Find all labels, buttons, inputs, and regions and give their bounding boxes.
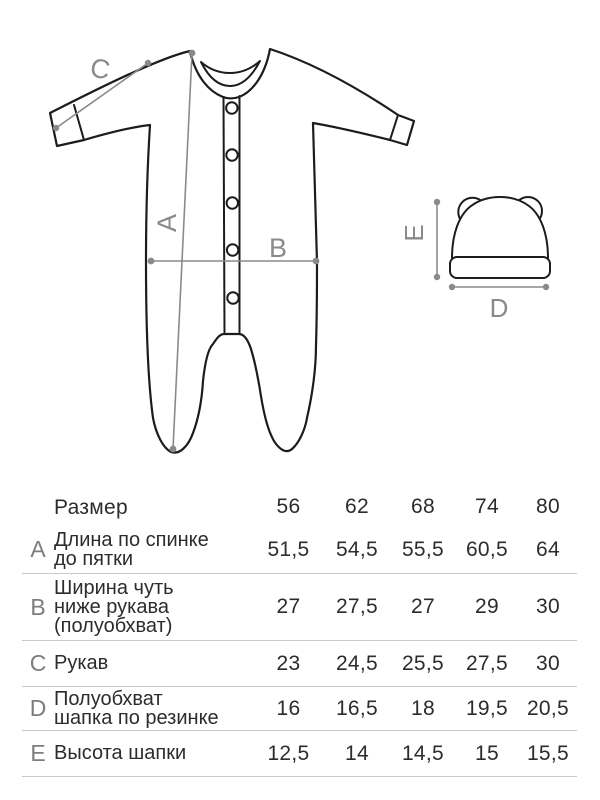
row-letter: D <box>29 695 47 721</box>
table-row-A <box>22 526 577 574</box>
row-value: 64 <box>536 537 560 561</box>
measure-dot <box>145 60 151 66</box>
table-row-B <box>22 574 577 641</box>
size-column-header: 80 <box>536 495 560 518</box>
measure-label-d: D <box>489 293 509 323</box>
snap-button <box>227 197 238 208</box>
row-letter: A <box>30 536 46 562</box>
measure-dot <box>170 446 177 453</box>
table-header-row <box>22 488 577 526</box>
row-value: 16,5 <box>335 696 379 720</box>
measure-dot <box>148 258 155 265</box>
snap-button <box>226 149 237 160</box>
row-value: 12,5 <box>267 741 310 765</box>
hat-brim <box>450 257 550 278</box>
collar-inner-line <box>201 61 260 86</box>
table-row-C <box>22 641 577 687</box>
row-value: 16 <box>276 696 301 720</box>
row-letter: B <box>30 593 46 620</box>
row-value: 27 <box>276 595 301 618</box>
row-value: 27,5 <box>335 595 379 618</box>
table-row-D <box>22 687 577 731</box>
snap-button <box>227 292 238 303</box>
row-value: 60,5 <box>465 537 509 561</box>
row-value: 24,5 <box>335 651 379 675</box>
measure-label-b: B <box>268 233 288 263</box>
size-column-header: 68 <box>411 495 435 518</box>
sleepsuit-drawing <box>50 49 414 453</box>
row-value: 15,5 <box>526 741 570 765</box>
snap-button <box>227 244 238 255</box>
row-value: 23 <box>276 651 301 675</box>
measure-dot <box>543 284 549 290</box>
row-value: 27 <box>411 595 435 618</box>
row-value: 15 <box>475 741 499 765</box>
row-value: 18 <box>411 696 435 720</box>
row-label: Длина по спинке до пятки <box>54 528 209 570</box>
row-value: 14,5 <box>401 741 445 765</box>
row-letter: E <box>30 740 46 766</box>
measure-label-a: A <box>152 213 182 233</box>
row-value: 25,5 <box>401 651 445 675</box>
table-row-E <box>22 731 577 777</box>
row-value: 51,5 <box>267 537 310 561</box>
row-label: Ширина чуть ниже рукава (полуобхват) <box>54 576 174 637</box>
hat-drawing <box>450 197 550 278</box>
row-value: 54,5 <box>335 537 379 561</box>
size-table-title: Размер <box>54 495 128 519</box>
row-value: 14 <box>345 741 369 765</box>
measure-dot <box>53 125 59 131</box>
table-body <box>22 526 600 777</box>
row-value: 20,5 <box>526 696 570 720</box>
measure-label-c: C <box>87 52 113 86</box>
row-label: Рукав <box>54 652 109 674</box>
size-column-header: 74 <box>475 495 499 518</box>
measure-dot <box>434 199 440 205</box>
row-value: 30 <box>536 651 560 675</box>
row-value: 19,5 <box>465 696 509 720</box>
measure-dot <box>434 274 440 280</box>
measure-label-e: E <box>399 224 429 242</box>
measure-dot <box>189 50 196 57</box>
row-value: 29 <box>475 595 499 618</box>
row-value: 30 <box>536 595 560 618</box>
row-value: 55,5 <box>401 537 445 561</box>
snap-button <box>226 102 237 113</box>
row-label: Полуобхват шапка по резинке <box>54 687 219 729</box>
size-column-header: 62 <box>345 495 369 518</box>
measure-dot <box>449 284 455 290</box>
size-column-header: 56 <box>276 495 301 518</box>
measure-dot <box>313 258 320 265</box>
size-table <box>0 482 600 777</box>
placket-left-edge <box>224 97 225 334</box>
row-letter: C <box>29 650 47 676</box>
row-label: Высота шапки <box>54 742 187 764</box>
row-value: 27,5 <box>465 651 509 675</box>
